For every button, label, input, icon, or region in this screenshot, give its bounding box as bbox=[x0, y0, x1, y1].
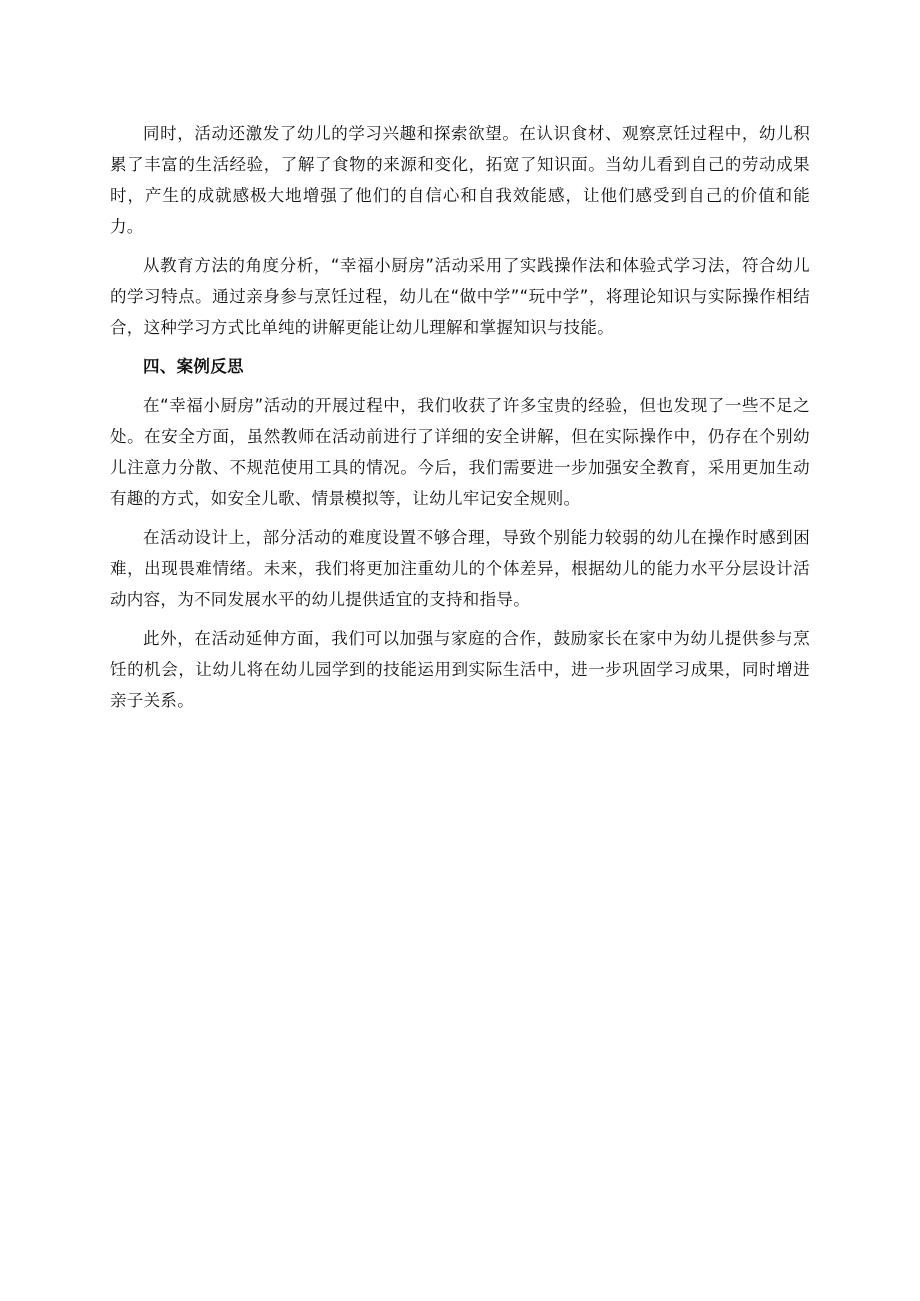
paragraph-design: 在活动设计上，部分活动的难度设置不够合理，导致个别能力较弱的幼儿在操作时感到困难，出现畏难情绪。未来，我们将更加注重幼儿的个体差异，根据幼儿的能力水平分层设计活动内容，为不同发展水平的幼儿提供适宜的支持和指导。 bbox=[110, 528, 810, 609]
document-page bbox=[110, 118, 810, 724]
paragraph-extension: 此外，在活动延伸方面，我们可以加强与家庭的合作，鼓励家长在家中为幼儿提供参与烹饪的机会，让幼儿将在幼儿园学到的技能运用到实际生活中，进一步巩固学习成果，同时增进亲子关系。 bbox=[110, 629, 810, 710]
paragraph-method: 从教育方法的角度分析，“幸福小厨房”活动采用了实践操作法和体验式学习法，符合幼儿的学习特点。通过亲身参与烹饪过程，幼儿在“做中学”“玩中学”，将理论知识与实际操作相结合，这种学习方式比单纯的讲解更能让幼儿理解和掌握知识与技能。 bbox=[110, 256, 810, 337]
section-heading: 四、案例反思 bbox=[143, 357, 244, 376]
paragraph-interest: 同时，活动还激发了幼儿的学习兴趣和探索欲望。在认识食材、观察烹饪过程中，幼儿积累了丰富的生活经验，了解了食物的来源和变化，拓宽了知识面。当幼儿看到自己的劳动成果时，产生的成就感极大地增强了他们的自信心和自我效能感，让他们感受到自己的价值和能力。 bbox=[110, 124, 810, 236]
paragraph-safety: 在“幸福小厨房”活动的开展过程中，我们收获了许多宝贵的经验，但也发现了一些不足之处。在安全方面，虽然教师在活动前进行了详细的安全讲解，但在实际操作中，仍存在个别幼儿注意力分散、不规范使用工具的情况。今后，我们需要进一步加强安全教育，采用更加生动有趣的方式，如安全儿歌、情景模拟等，让幼儿牢记安全规则。 bbox=[110, 396, 810, 508]
